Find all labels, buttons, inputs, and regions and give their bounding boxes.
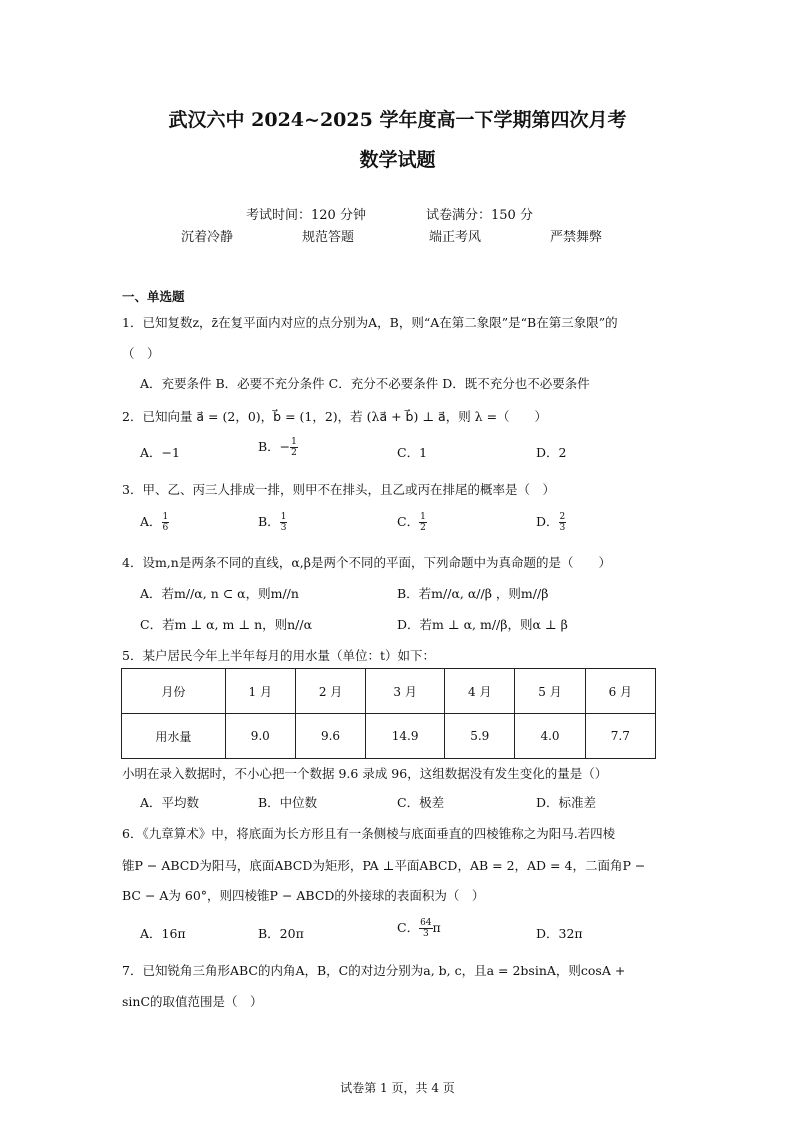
exam-title: 武汉六中 2024~2025 学年度高一下学期第四次月考 (168, 109, 627, 131)
fraction-denominator: 3 (559, 523, 566, 533)
question-4-option-d: D．若m ⊥ α, m//β，则α ⊥ β (397, 617, 568, 632)
table-cell: 月份 (122, 669, 226, 714)
question-2-option-b (258, 437, 298, 458)
question-3-option-d-prefix: D． (536, 514, 559, 529)
question-6-line-1: 6．《九章算术》中，将底面为长方形且有一条侧棱与底面垂直的四棱锥称之为阳马.若四棱 (122, 826, 616, 841)
question-3-option-a-prefix: A． (140, 514, 162, 529)
table-cell: 9.0 (225, 714, 295, 759)
question-5-text: 5．某户居民今年上半年每月的用水量（单位：t）如下： (122, 648, 435, 663)
question-1-line-1: 1．已知复数z，z̄在复平面内对应的点分别为A，B，则“A在第二象限”是“B在第三象限”的 (122, 315, 618, 330)
question-4-text: 4．设m,n是两条不同的直线，α,β是两个不同的平面，下列命题中为真命题的是（ ） (122, 555, 611, 570)
question-2-option-b-prefix: B．− (258, 439, 291, 454)
question-3-option-b-prefix: B． (258, 514, 280, 529)
fraction-numerator: 1 (291, 437, 297, 447)
fraction-numerator: 1 (420, 512, 426, 522)
table-cell: 6 月 (585, 669, 655, 714)
page-footer: 试卷第 1 页，共 4 页 (340, 1081, 455, 1095)
fraction-numerator: 1 (280, 512, 287, 522)
question-1-options: A．充要条件 B．必要不充分条件 C．充分不必要条件 D．既不充分也不必要条件 (140, 376, 590, 391)
question-6-option-c (397, 918, 441, 939)
question-3-option-c (397, 512, 427, 533)
table-cell: 9.6 (295, 714, 365, 759)
question-6-option-d: D．32π (536, 926, 583, 941)
question-2-option-c: C．1 (397, 445, 428, 460)
table-cell: 5.9 (445, 714, 515, 759)
fraction-denominator: 3 (422, 929, 429, 939)
water-usage-table (121, 668, 656, 759)
question-2-option-a: A．−1 (140, 445, 180, 460)
fraction-numerator: 2 (559, 512, 566, 522)
question-5-option-a: A．平均数 (140, 795, 200, 810)
full-score: 试卷满分：150 分 (426, 208, 533, 223)
fraction-denominator: 6 (162, 523, 169, 533)
fraction (419, 512, 427, 533)
motto-2: 规范答题 (302, 230, 355, 245)
question-1-line-2: （ ） (122, 346, 160, 361)
fraction-denominator: 3 (280, 523, 287, 533)
question-4-option-c: C．若m ⊥ α, m ⊥ n，则n//α (140, 617, 313, 632)
question-3-text: 3．甲、乙、丙三人排成一排，则甲不在排头，且乙或丙在排尾的概率是（ ） (122, 482, 555, 497)
table-cell: 4 月 (445, 669, 515, 714)
section-heading: 一、单选题 (122, 289, 185, 304)
fraction (559, 512, 567, 533)
question-6-line-2: 锥P − ABCD为阳马，底面ABCD为矩形，PA ⊥平面ABCD，AB = 2，AD = 4，二面角P − (122, 858, 646, 873)
question-3-option-b (258, 512, 287, 533)
exam-time: 考试时间：120 分钟 (246, 208, 366, 223)
table-cell: 14.9 (366, 714, 445, 759)
table-cell: 4.0 (515, 714, 585, 759)
table-row (122, 714, 656, 759)
question-3-option-d (536, 512, 566, 533)
question-6-option-c-prefix: C． (397, 920, 420, 935)
fraction (162, 512, 170, 533)
fraction-denominator: 2 (291, 448, 297, 458)
question-6-line-3: BC − A为 60°，则四棱锥P − ABCD的外接球的表面积为（ ） (122, 888, 485, 903)
question-4-option-a: A．若m//α, n ⊂ α，则m//n (140, 586, 299, 601)
question-7-line-1: 7．已知锐角三角形ABC的内角A，B，C的对边分别为a, b, c，且a = 2bsinA，则cosA + (122, 963, 626, 978)
table-cell: 用水量 (122, 714, 226, 759)
fraction-numerator: 64 (420, 918, 432, 928)
question-6-option-b: B．20π (258, 926, 304, 941)
fraction (290, 437, 298, 458)
question-6-option-c-suffix: π (432, 920, 441, 935)
motto-4: 严禁舞弊 (550, 230, 603, 245)
fraction (280, 512, 288, 533)
table-header-row (122, 669, 656, 714)
motto-3: 端正考风 (429, 230, 482, 245)
fraction-numerator: 1 (162, 512, 169, 522)
exam-subtitle: 数学试题 (359, 149, 436, 171)
question-5-option-d: D．标准差 (536, 795, 597, 810)
fraction (419, 918, 432, 939)
question-3-option-c-prefix: C． (397, 514, 420, 529)
question-7-line-2: sinC的取值范围是（ ） (122, 994, 263, 1009)
question-5-option-c: C．极差 (397, 795, 445, 810)
question-2-text: 2．已知向量 a⃗ = (2，0)，b⃗ = (1，2)，若 (λa⃗ + b⃗) ⊥ a⃗，则 λ =（ ） (122, 409, 548, 424)
table-cell: 3 月 (366, 669, 445, 714)
question-5-followup: 小明在录入数据时，不小心把一个数据 9.6 录成 96，这组数据没有发生变化的量是（） (122, 766, 608, 781)
question-2-option-d: D．2 (536, 445, 567, 460)
question-4-option-b: B．若m//α, α//β ，则m//β (397, 586, 549, 601)
question-6-option-a: A．16π (140, 926, 186, 941)
table-cell: 5 月 (515, 669, 585, 714)
fraction-denominator: 2 (420, 523, 426, 533)
question-5-option-b: B．中位数 (258, 795, 318, 810)
motto-1: 沉着冷静 (181, 230, 234, 245)
table-cell: 7.7 (585, 714, 655, 759)
table-cell: 1 月 (225, 669, 295, 714)
question-3-option-a (140, 512, 169, 533)
table-cell: 2 月 (295, 669, 365, 714)
